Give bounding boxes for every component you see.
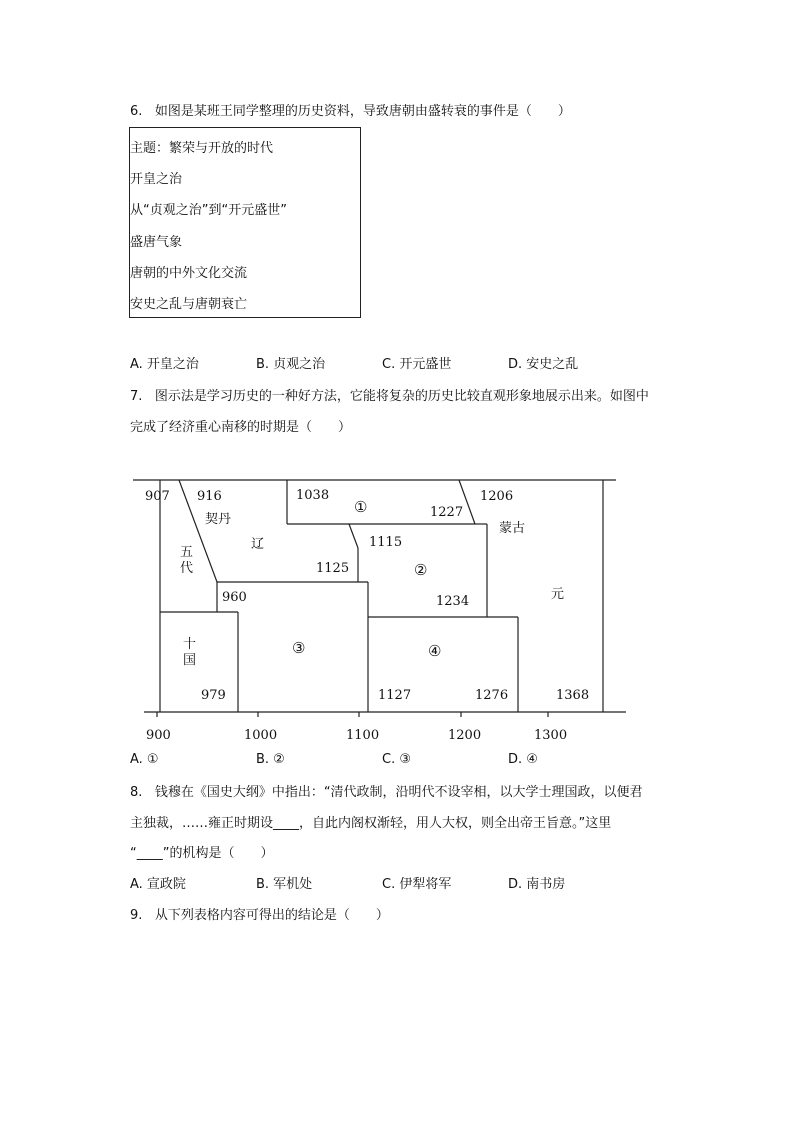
region-marker-2: ② [414, 561, 428, 579]
year-label-1234: 1234 [436, 594, 470, 609]
year-label-979: 979 [201, 688, 226, 703]
q6-box-row-4: 盛唐气象 [130, 235, 183, 250]
q9-number: 9. [130, 908, 143, 923]
region-label-wudai-2: 代 [180, 561, 194, 576]
year-label-907: 907 [145, 489, 170, 504]
q7-stem-text-1: 图示法是学习历史的一种好方法，它能将复杂的历史比较直观形象地展示出来。如图中 [154, 389, 649, 404]
q8-stem-2: 主独裁，……雍正时期设____，自此内阁权渐轻，用人大权，则全出帝王旨意。”这里 [130, 816, 612, 831]
axis-tick-1300: 1300 [534, 728, 568, 743]
q8-option-c[interactable]: C. 伊犁将军 [382, 877, 452, 892]
region-label-shiguo-1: 十 [183, 637, 197, 652]
q9-stem [130, 907, 389, 925]
q7-stem-2: 完成了经济重心南移的时期是（ ） [130, 420, 352, 435]
q6-option-a[interactable]: A. 开皇之治 [130, 357, 199, 372]
region-label-yuan: 元 [551, 587, 565, 602]
axis-tick-1200: 1200 [448, 728, 482, 743]
region-label-shiguo-2: 国 [183, 653, 197, 668]
q7-option-a[interactable]: A. ① [130, 752, 159, 767]
q8-stem-1 [130, 784, 643, 802]
axis-tick-900: 900 [146, 728, 171, 743]
q6-box-row-1: 主题：繁荣与开放的时代 [130, 141, 274, 156]
q8-option-b[interactable]: B. 军机处 [256, 877, 313, 892]
year-label-1115: 1115 [369, 535, 403, 550]
q7-option-d[interactable]: D. ④ [508, 752, 538, 767]
region-marker-1: ① [354, 498, 368, 516]
q6-option-d[interactable]: D. 安史之乱 [508, 357, 579, 372]
region-marker-3: ③ [292, 639, 306, 657]
year-label-916: 916 [197, 489, 222, 504]
year-label-1038: 1038 [296, 488, 330, 503]
q6-stem-text: 如图是某班王同学整理的历史资料，导致唐朝由盛转衰的事件是（ ） [154, 104, 571, 119]
q6-option-b[interactable]: B. 贞观之治 [256, 357, 326, 372]
axis-tick-1100: 1100 [346, 728, 380, 743]
q8-stem-text-1: 钱穆在《国史大纲》中指出：“清代政制，沿明代不设宰相，以大学士理国政，以便君 [154, 785, 643, 800]
year-label-960: 960 [222, 590, 247, 605]
year-label-1125: 1125 [316, 561, 350, 576]
year-label-1227: 1227 [430, 505, 464, 520]
region-label-liao: 辽 [251, 537, 265, 552]
q6-box-row-5: 唐朝的中外文化交流 [130, 266, 248, 281]
q9-stem-text: 从下列表格内容可得出的结论是（ ） [154, 908, 389, 923]
q6-box-row-2: 开皇之治 [130, 172, 183, 187]
q8-option-a[interactable]: A. 宣政院 [130, 877, 186, 892]
q8-number: 8. [130, 785, 143, 800]
q8-stem-3: “____”的机构是（ ） [130, 846, 274, 861]
region-label-wudai-1: 五 [180, 545, 194, 560]
q7-option-b[interactable]: B. ② [256, 752, 285, 767]
region-label-menggu: 蒙古 [499, 521, 526, 536]
year-label-1127: 1127 [378, 688, 412, 703]
region-label-qidan: 契丹 [205, 512, 232, 527]
region-marker-4: ④ [428, 642, 442, 660]
q7-number: 7. [130, 389, 143, 404]
q8-option-d[interactable]: D. 南书房 [508, 877, 566, 892]
year-label-1206: 1206 [480, 489, 514, 504]
axis-tick-1000: 1000 [244, 728, 278, 743]
q6-option-c[interactable]: C. 开元盛世 [382, 357, 452, 372]
q6-box-row-6: 安史之乱与唐朝衰亡 [130, 297, 248, 312]
q6-box-row-3: 从“贞观之治”到“开元盛世” [130, 203, 287, 218]
year-label-1368: 1368 [556, 688, 590, 703]
q7-option-c[interactable]: C. ③ [382, 752, 411, 767]
q6-number: 6. [130, 104, 143, 119]
year-label-1276: 1276 [475, 688, 509, 703]
